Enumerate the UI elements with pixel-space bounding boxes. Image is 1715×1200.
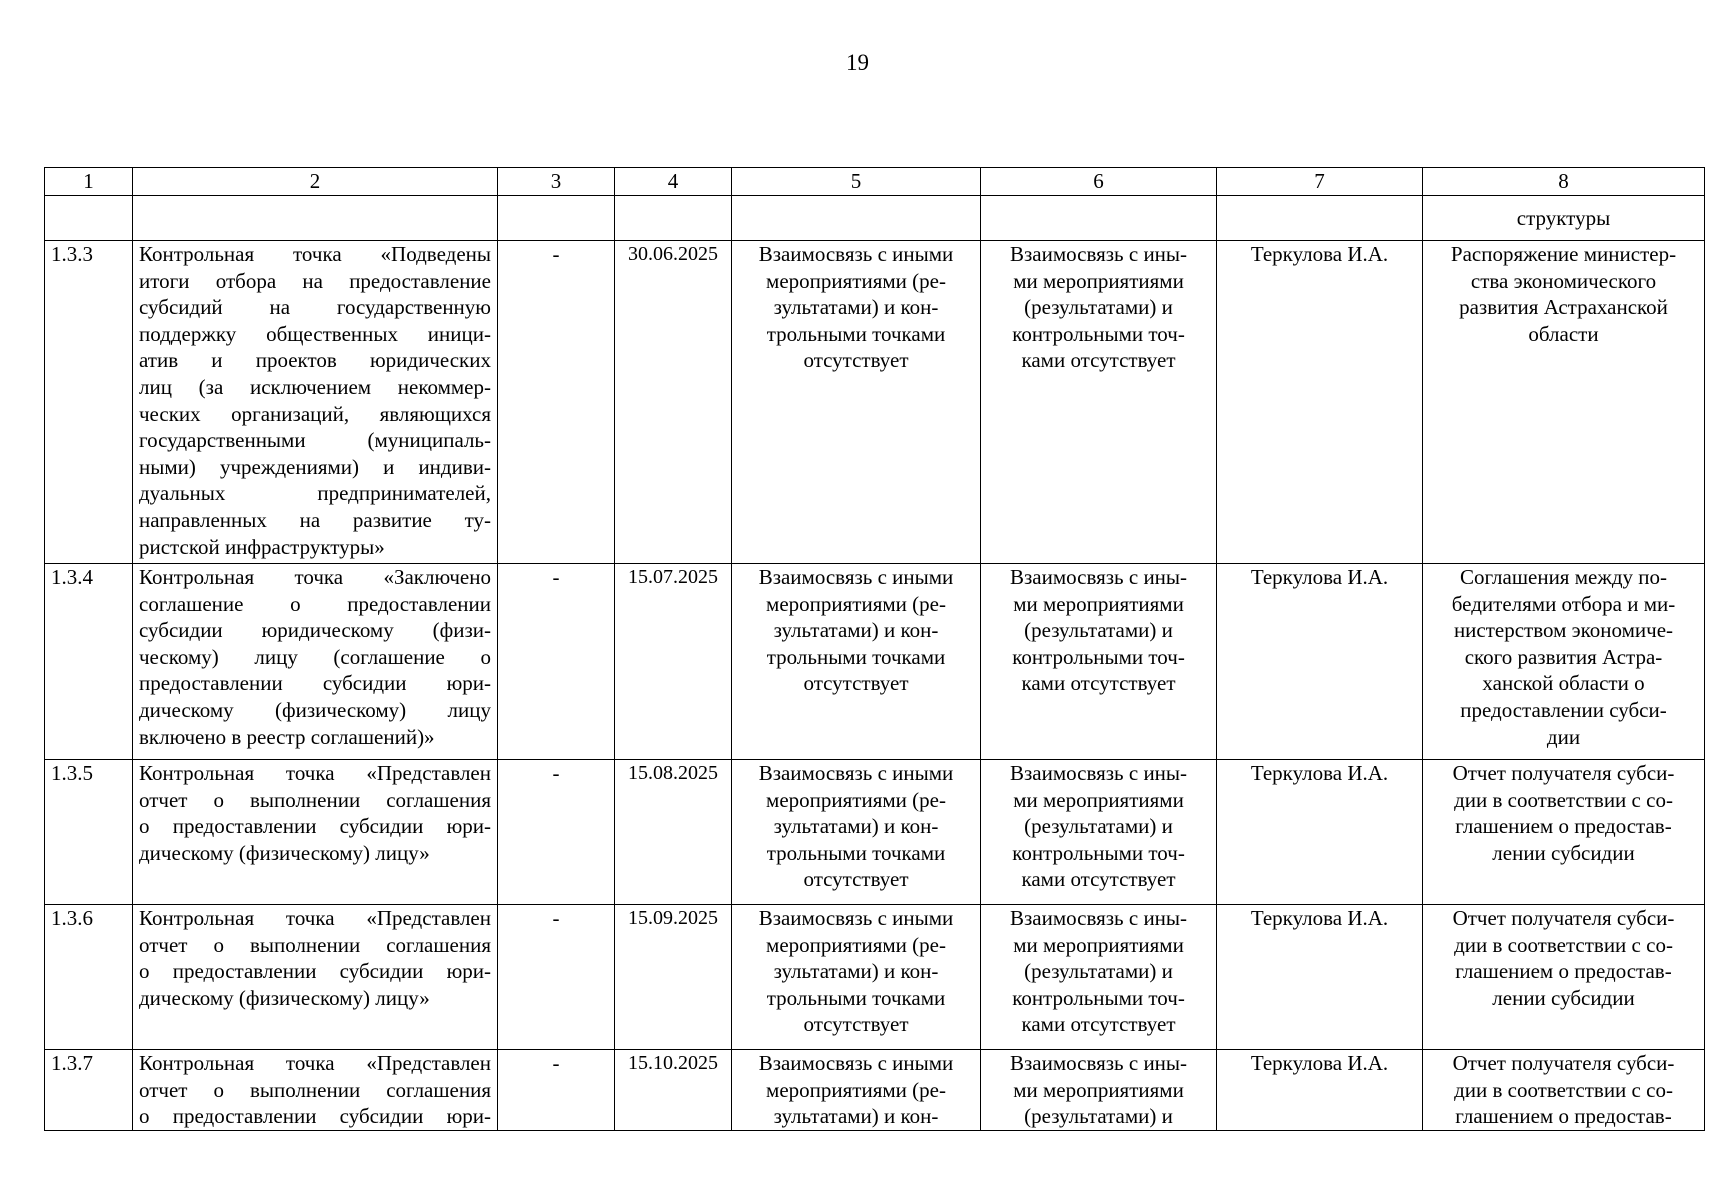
responsible-person-cell: Теркулова И.А. <box>1217 760 1423 905</box>
control-point-name-cell <box>133 905 498 1050</box>
cell-text-line: контрольными точ- <box>1012 644 1185 669</box>
cell-text-line: контрольными точ- <box>1012 840 1185 865</box>
responsible-person-cell: Теркулова И.А. <box>1217 1050 1423 1131</box>
table-cell <box>732 196 981 241</box>
control-points-table <box>44 167 1705 1131</box>
table-cell: - <box>498 905 615 1050</box>
table-cell: - <box>498 760 615 905</box>
cell-text-line: отсутствует <box>803 348 909 373</box>
relationship-cell <box>732 564 981 760</box>
cell-text-line: трольными точками <box>766 985 946 1010</box>
cell-text-line: Взаимосвязь с иными <box>758 242 954 266</box>
continued-row <box>45 196 1705 241</box>
cell-text-line: Отчет получателя субси- <box>1452 761 1675 785</box>
cell-text-line: поддержку общественных иници- <box>139 321 491 346</box>
table-cell <box>45 196 133 241</box>
cell-text-line: Соглашения между по- <box>1459 565 1668 589</box>
cell-text-line: мероприятиями (ре- <box>766 268 946 293</box>
cell-text-line: зультатами) и кон- <box>773 295 939 320</box>
cell-text-line: Отчет получателя субси- <box>1452 1051 1675 1075</box>
column-number: 8 <box>1423 168 1705 196</box>
cell-text-line: Контрольная точка «Представлен <box>139 1051 491 1075</box>
cell-text-line: Распоряжение министер- <box>1450 242 1677 266</box>
cell-text-line: ческому) лицу (соглашение о <box>139 644 491 669</box>
responsible-person-cell: Теркулова И.А. <box>1217 241 1423 564</box>
document-type-cell <box>1423 905 1705 1050</box>
cell-text-line: лении субсидии <box>1492 985 1635 1010</box>
cell-text-line: Взаимосвязь с иными <box>758 565 954 589</box>
cell-text-line: итоги отбора на предоставление <box>139 268 491 293</box>
table-row <box>45 241 1705 564</box>
table-cell <box>1217 196 1423 241</box>
cell-text-line: бедителями отбора и ми- <box>1451 591 1676 616</box>
cell-text-line: мероприятиями (ре- <box>766 1077 946 1102</box>
cell-text-line: дии в соответствии с со- <box>1454 932 1673 957</box>
column-number: 4 <box>615 168 732 196</box>
column-number: 6 <box>981 168 1217 196</box>
cell-text-line: отсутствует <box>803 671 909 696</box>
column-number: 2 <box>133 168 498 196</box>
table-cell <box>133 196 498 241</box>
cell-text-line: дии в соответствии с со- <box>1454 1077 1673 1102</box>
cell-text-line: лении субсидии <box>1492 840 1635 865</box>
table-row <box>45 564 1705 760</box>
row-number-cell: 1.3.7 <box>45 1050 133 1131</box>
relationship-cell <box>732 760 981 905</box>
cell-text-line: области <box>1528 321 1599 346</box>
cell-text-line: государственными (муниципаль- <box>139 428 491 453</box>
cell-text-line: ками отсутствует <box>1021 348 1176 373</box>
cell-text-line: ства экономического <box>1470 268 1657 293</box>
cell-text-line: Взаимосвязь с ины- <box>1009 761 1188 785</box>
document-type-cell <box>1423 241 1705 564</box>
cell-text-line: зультатами) и кон- <box>773 814 939 839</box>
cell-text-line: отчет о выполнении соглашения <box>139 1077 491 1102</box>
table-cell <box>615 196 732 241</box>
date-cell: 15.07.2025 <box>615 564 732 760</box>
cell-text-line: ми мероприятиями <box>1013 787 1184 812</box>
cell-text-line: предоставлении субсидии юри- <box>139 671 491 696</box>
cell-text-line: лиц (за исключением некоммер- <box>139 374 491 399</box>
table-cell <box>498 196 615 241</box>
cell-text-line: ческих организаций, являющихся <box>139 401 491 426</box>
cell-text-line: глашением о предостав- <box>1455 814 1672 839</box>
cell-text-line: предоставлении субси- <box>1460 697 1667 722</box>
cell-text-line: развития Астраханской <box>1459 295 1668 320</box>
row-number-cell: 1.3.3 <box>45 241 133 564</box>
relationship-cell <box>981 760 1217 905</box>
relationship-cell <box>981 1050 1217 1131</box>
cell-text-line: глашением о предостав- <box>1455 959 1672 984</box>
page-number: 19 <box>846 50 869 75</box>
cell-text-line: ками отсутствует <box>1021 867 1176 892</box>
cell-text-line: трольными точками <box>766 840 946 865</box>
cell-text-line: Контрольная точка «Подведены <box>139 242 491 266</box>
cell-text-line: о предоставлении субсидии юри- <box>139 1104 491 1129</box>
document-type-cell <box>1423 760 1705 905</box>
cell-text-line: ханской области о <box>1482 671 1645 696</box>
cell-text-line: ми мероприятиями <box>1013 932 1184 957</box>
date-cell: 15.10.2025 <box>615 1050 732 1131</box>
cell-text-line: отчет о выполнении соглашения <box>139 787 491 812</box>
cell-text-line: зультатами) и кон- <box>773 959 939 984</box>
row-number-cell: 1.3.5 <box>45 760 133 905</box>
date-cell: 30.06.2025 <box>615 241 732 564</box>
row-number-cell: 1.3.6 <box>45 905 133 1050</box>
cell-text-line: ми мероприятиями <box>1013 268 1184 293</box>
cell-text-line: Взаимосвязь с иными <box>758 1051 954 1075</box>
cell-text-line: дии в соответствии с со- <box>1454 787 1673 812</box>
cell-text-line: Отчет получателя субси- <box>1452 906 1675 930</box>
control-point-name-cell <box>133 564 498 760</box>
cell-text-line: Контрольная точка «Заключено <box>139 565 491 589</box>
relationship-cell <box>981 241 1217 564</box>
cell-text-line: Взаимосвязь с иными <box>758 761 954 785</box>
cell-text-line: о предоставлении субсидии юри- <box>139 959 491 984</box>
cell-text-line: глашением о предостав- <box>1455 1104 1672 1129</box>
row-number-cell: 1.3.4 <box>45 564 133 760</box>
cell-text-line: Контрольная точка «Представлен <box>139 906 491 930</box>
cell-text-line: (результатами) и <box>1024 959 1173 984</box>
cell-text-line: включено в реестр соглашений)» <box>139 724 435 749</box>
cell-text-line: контрольными точ- <box>1012 985 1185 1010</box>
control-point-name-cell <box>133 1050 498 1131</box>
column-number: 3 <box>498 168 615 196</box>
control-point-name-cell <box>133 241 498 564</box>
cell-text-line: (результатами) и <box>1024 295 1173 320</box>
cell-text-line: о предоставлении субсидии юри- <box>139 814 491 839</box>
cell-text-line: атив и проектов юридических <box>139 348 491 373</box>
cell-text-line: дическому (физическому) лицу» <box>139 840 430 865</box>
cell-text-line: (результатами) и <box>1024 814 1173 839</box>
column-number: 5 <box>732 168 981 196</box>
cell-text-line: ристской инфраструктуры» <box>139 534 385 559</box>
table-row <box>45 760 1705 905</box>
column-number: 7 <box>1217 168 1423 196</box>
cell-text-line: Взаимосвязь с ины- <box>1009 242 1188 266</box>
cell-text-line: трольными точками <box>766 321 946 346</box>
cell-text-line: Взаимосвязь с иными <box>758 906 954 930</box>
cell-text-line: мероприятиями (ре- <box>766 787 946 812</box>
cell-text-line: ными) учреждениями) и индиви- <box>139 454 491 479</box>
table-cell <box>981 196 1217 241</box>
cell-text-line: отсутствует <box>803 1012 909 1037</box>
document-type-cell <box>1423 564 1705 760</box>
cell-text-line: Взаимосвязь с ины- <box>1009 565 1188 589</box>
cell-text-line: Взаимосвязь с ины- <box>1009 1051 1188 1075</box>
relationship-cell <box>981 905 1217 1050</box>
cell-text-line: субсидий на государственную <box>139 295 491 320</box>
cell-text-line: ского развития Астра- <box>1464 644 1663 669</box>
cell-text-line: (результатами) и <box>1024 618 1173 643</box>
cell-text-line: дическому (физическому) лицу <box>139 697 491 722</box>
responsible-person-cell: Теркулова И.А. <box>1217 564 1423 760</box>
cell-text-line: соглашение о предоставлении <box>139 591 491 616</box>
cell-text-line: направленных на развитие ту- <box>139 507 491 532</box>
relationship-cell <box>732 1050 981 1131</box>
cell-text-line: (результатами) и <box>1024 1104 1173 1129</box>
cell-text-line: отчет о выполнении соглашения <box>139 932 491 957</box>
cell-text-line: трольными точками <box>766 644 946 669</box>
table-cell: - <box>498 564 615 760</box>
table-cell: - <box>498 241 615 564</box>
cell-text-line: дуальных предпринимателей, <box>139 481 491 506</box>
cell-text-line: нистерством экономиче- <box>1453 618 1674 643</box>
cell-text-line: контрольными точ- <box>1012 321 1185 346</box>
cell-text-line: ками отсутствует <box>1021 671 1176 696</box>
control-point-name-cell <box>133 760 498 905</box>
date-cell: 15.08.2025 <box>615 760 732 905</box>
cell-text-line: мероприятиями (ре- <box>766 591 946 616</box>
cell-text-line: субсидии юридическому (физи- <box>139 618 491 643</box>
table-row <box>45 905 1705 1050</box>
relationship-cell <box>732 905 981 1050</box>
relationship-cell <box>981 564 1217 760</box>
column-number-row <box>45 168 1705 196</box>
cell-text-line: ми мероприятиями <box>1013 591 1184 616</box>
relationship-cell <box>732 241 981 564</box>
cell-text-line: ми мероприятиями <box>1013 1077 1184 1102</box>
cell-text-line: зультатами) и кон- <box>773 618 939 643</box>
continued-text-cell: структуры <box>1423 196 1705 241</box>
cell-text-line: ками отсутствует <box>1021 1012 1176 1037</box>
cell-text-line: зультатами) и кон- <box>773 1104 939 1129</box>
document-type-cell <box>1423 1050 1705 1131</box>
responsible-person-cell: Теркулова И.А. <box>1217 905 1423 1050</box>
cell-text-line: отсутствует <box>803 867 909 892</box>
cell-text-line: Контрольная точка «Представлен <box>139 761 491 785</box>
column-number: 1 <box>45 168 133 196</box>
table-cell: - <box>498 1050 615 1131</box>
cell-text-line: дии <box>1546 724 1581 749</box>
cell-text-line: мероприятиями (ре- <box>766 932 946 957</box>
table-row <box>45 1050 1705 1131</box>
date-cell: 15.09.2025 <box>615 905 732 1050</box>
cell-text-line: дическому (физическому) лицу» <box>139 985 430 1010</box>
cell-text-line: Взаимосвязь с ины- <box>1009 906 1188 930</box>
